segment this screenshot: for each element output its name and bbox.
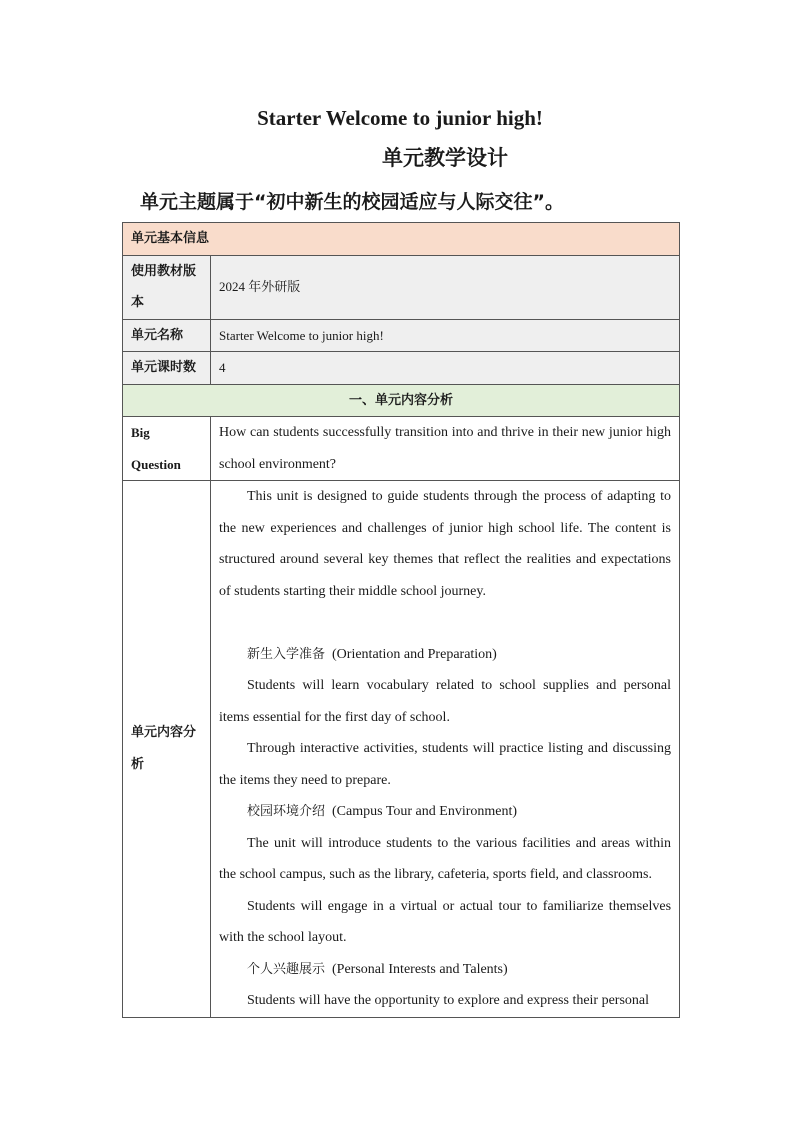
big-question-row bbox=[123, 417, 680, 481]
basic-info-header: 单元基本信息 bbox=[123, 223, 680, 256]
textbook-value: 2024 年外研版 bbox=[211, 255, 680, 319]
paragraph: Through interactive activities, students will practice listing and discussing the items they need to prepare. bbox=[219, 741, 672, 788]
subsection-heading: 校园环境介绍 (Campus Tour and Environment) bbox=[247, 804, 518, 819]
textbook-row bbox=[123, 255, 680, 319]
unit-design-table bbox=[122, 222, 680, 1018]
paragraph: The unit will introduce students to the various facilities and areas within the school campus, such as the library, cafeteria, sports field, and classrooms. bbox=[219, 835, 672, 882]
paragraph: Students will learn vocabulary related to school supplies and personal items essential for the first day of school. bbox=[219, 678, 672, 725]
subsection-heading: 新生入学准备 (Orientation and Preparation) bbox=[247, 646, 497, 662]
textbook-label: 使用教材版本 bbox=[123, 255, 211, 319]
unit-name-value: Starter Welcome to junior high! bbox=[211, 319, 680, 352]
hours-value: 4 bbox=[211, 352, 680, 385]
hours-label: 单元课时数 bbox=[123, 352, 211, 385]
analysis-row bbox=[123, 481, 680, 1018]
basic-info-header-row bbox=[123, 223, 680, 256]
analysis-label: 单元内容分析 bbox=[123, 481, 211, 1018]
analysis-intro: This unit is designed to guide students through the process of adapting to the new experiences and challenges of junior high school life. The content is structured around several key themes that reflect the realities and expectations of students starting their middle school journey. bbox=[219, 489, 672, 599]
hours-row bbox=[123, 352, 680, 385]
big-question-label: Big Question bbox=[123, 417, 211, 481]
unit-name-row bbox=[123, 319, 680, 352]
document-title-cn: 单元教学设计 bbox=[382, 146, 508, 170]
subsection-heading: 个人兴趣展示 (Personal Interests and Talents) bbox=[247, 961, 508, 977]
unit-name-label: 单元名称 bbox=[123, 319, 211, 352]
section1-header-row bbox=[123, 384, 680, 417]
section1-header: 一、单元内容分析 bbox=[123, 384, 680, 417]
big-question-value: How can students successfully transition into and thrive in their new junior high school environment? bbox=[211, 417, 680, 481]
unit-theme-statement: 单元主题属于“初中新生的校园适应与人际交往”。 bbox=[140, 191, 564, 213]
analysis-content bbox=[211, 481, 680, 1018]
paragraph: Students will have the opportunity to explore and express their personal bbox=[247, 993, 650, 1008]
document-title-en: Starter Welcome to junior high! bbox=[257, 106, 543, 130]
paragraph: Students will engage in a virtual or actual tour to familiarize themselves with the school layout. bbox=[219, 898, 672, 945]
